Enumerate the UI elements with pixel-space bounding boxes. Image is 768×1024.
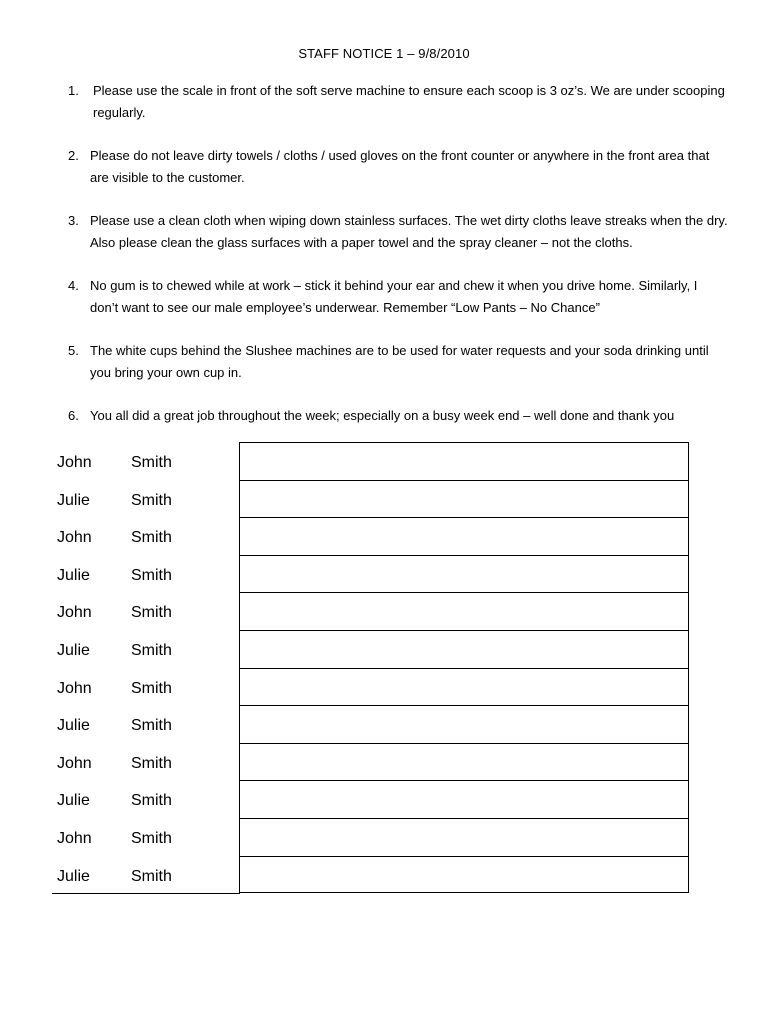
roster-first-name: Julie (57, 792, 90, 810)
roster-row (52, 743, 690, 781)
roster-row (52, 856, 690, 894)
roster-last-name: Smith (131, 491, 172, 509)
notice-text: Please use a clean cloth when wiping down stainless surfaces. The wet dirty cloths leave streaks when the dry. Also please clean the glass surfaces with a paper towel and the spray cleaner – not the cloths. (90, 213, 728, 250)
roster-last-name: Smith (131, 829, 172, 847)
signature-box[interactable] (239, 517, 689, 555)
roster-last-name: Smith (131, 717, 172, 735)
roster-first-name: John (57, 454, 92, 471)
roster-first-name: John (57, 604, 92, 622)
roster-row (52, 442, 690, 480)
notice-item (0, 275, 768, 319)
notice-number: 1. (68, 83, 79, 98)
notice-item (0, 80, 768, 124)
roster-first-name: John (57, 829, 92, 847)
notice-title: STAFF NOTICE 1 – 9/8/2010 (298, 46, 470, 61)
signature-box[interactable] (239, 668, 689, 706)
notice-text: The white cups behind the Slushee machines are to be used for water requests and your soda drinking until you bring your own cup in. (90, 343, 709, 380)
signature-box[interactable] (239, 818, 689, 856)
roster-first-name: Julie (57, 566, 90, 584)
signature-box[interactable] (239, 743, 689, 781)
notice-number: 3. (68, 213, 79, 228)
roster-last-name: Smith (131, 754, 172, 772)
roster-row (52, 705, 690, 743)
roster-row (52, 555, 690, 593)
notice-text: No gum is to chewed while at work – stick it behind your ear and chew it when you drive home. Similarly, I don’t want to see our male employee’s underwear. Remember “Low Pants – No Chance” (90, 278, 698, 315)
notice-number: 2. (68, 148, 79, 163)
roster-first-name: Julie (57, 717, 90, 735)
roster-baseline-rule (52, 893, 240, 894)
roster-row (52, 668, 690, 706)
notice-number: 6. (68, 408, 79, 423)
roster-last-name: Smith (131, 566, 172, 584)
roster-last-name: Smith (131, 867, 172, 885)
signature-box[interactable] (239, 442, 689, 480)
notice-list (0, 80, 768, 448)
roster-row (52, 630, 690, 668)
signature-box[interactable] (239, 780, 689, 818)
roster-first-name: John (57, 754, 92, 772)
roster-row (52, 818, 690, 856)
roster-last-name: Smith (131, 529, 172, 547)
signature-roster (52, 442, 690, 893)
roster-first-name: Julie (57, 641, 90, 659)
notice-item (0, 340, 768, 384)
notice-item (0, 405, 768, 427)
notice-text: Please do not leave dirty towels / cloths / used gloves on the front counter or anywhere in the front area that are visible to the customer. (90, 148, 710, 185)
roster-row (52, 780, 690, 818)
roster-row (52, 480, 690, 518)
notice-item (0, 210, 768, 254)
roster-last-name: Smith (131, 679, 172, 697)
roster-last-name: Smith (131, 792, 172, 810)
roster-first-name: Julie (57, 867, 90, 885)
roster-row (52, 517, 690, 555)
roster-row (52, 592, 690, 630)
notice-number: 5. (68, 343, 79, 358)
notice-text: Please use the scale in front of the soft serve machine to ensure each scoop is 3 oz’s. We are under scooping regularly. (93, 83, 725, 120)
signature-box[interactable] (239, 630, 689, 668)
roster-first-name: John (57, 679, 92, 697)
notice-item (0, 145, 768, 189)
roster-first-name: Julie (57, 491, 90, 509)
roster-last-name: Smith (131, 641, 172, 659)
notice-text: You all did a great job throughout the week; especially on a busy week end – well done and thank you (90, 408, 675, 423)
roster-last-name: Smith (131, 454, 172, 471)
signature-box[interactable] (239, 592, 689, 630)
roster-first-name: John (57, 529, 92, 547)
signature-box[interactable] (239, 555, 689, 593)
signature-box[interactable] (239, 705, 689, 743)
signature-box[interactable] (239, 480, 689, 518)
signature-box[interactable] (239, 856, 689, 894)
notice-number: 4. (68, 278, 79, 293)
roster-last-name: Smith (131, 604, 172, 622)
